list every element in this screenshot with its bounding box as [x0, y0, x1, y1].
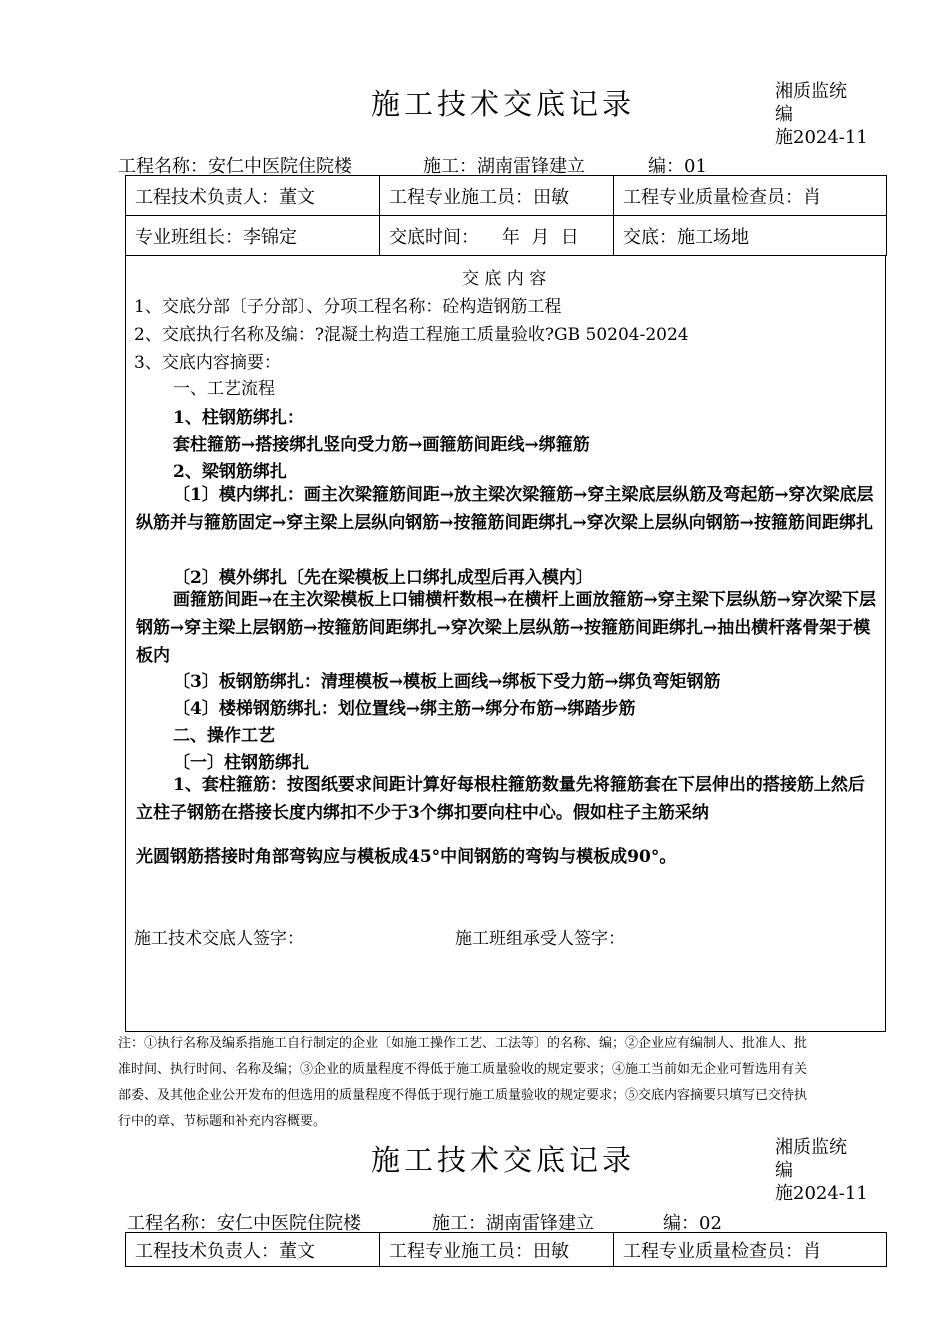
project-name: 工程名称：安仁中医院住院楼 — [118, 156, 352, 177]
form-code-line: 湘质监统 — [775, 81, 847, 102]
builder-name: 施工：湖南雷锋建立 — [432, 1213, 594, 1234]
column-operation-paragraph: 1、套柱箍筋：按图纸要求间距计算好每根柱箍筋数量先将箍筋套在下层伸出的搭接筋上然后立柱子钢筋在搭接长度内绑扣不少于3个绑扣要向柱中心。假如柱子主筋采纳 — [136, 775, 865, 823]
team-lead-cell: 专业班组长：李锦定 — [126, 216, 380, 256]
slab-line: 〔3〕板钢筋绑扎：清理模板→模板上画线→绑板下受力筋→绑负弯矩钢筋 — [173, 672, 721, 692]
beam-outside-paragraph: 画箍筋间距→在主次梁模板上口铺横杆数根→在横杆上画放箍筋→穿主梁下层纵筋→穿次梁下层钢筋→穿主梁上层钢筋→按箍筋间距绑扎→穿次梁上层纵筋→按箍筋间距绑扎→抽出横杆落骨架于模板内 — [136, 590, 876, 666]
disclosure-signature-label: 施工技术交底人签字： — [134, 929, 304, 949]
footnote — [118, 1031, 888, 1135]
page-title: 施工技术交底记录 — [371, 1143, 636, 1177]
beam-title: 2、梁钢筋绑扎 — [173, 462, 287, 482]
form-code-line: 施2024-11 — [775, 127, 868, 148]
section-2-heading: 二、操作工艺 — [173, 726, 275, 746]
footnote-line: 注：①执行名称及编系指施工自行制定的企业〔如施工操作工艺、工法等〕的名称、编；②企业应有编制人、批准人、批 — [118, 1036, 808, 1051]
form-code-line: 湘质监统 — [775, 1137, 847, 1158]
constructor-cell: 工程专业施工员：田敏 — [380, 1233, 614, 1267]
form-code — [775, 1136, 875, 1204]
footnote-line: 准时间、执行时间、名称及编；③企业的质量程度不得低于施工质量验收的规定要求；④施工当前如无企业可暂选用有关 — [118, 1062, 808, 1077]
place-cell: 交底：施工场地 — [614, 216, 887, 256]
info-table — [125, 175, 887, 256]
record-number: 编：01 — [648, 156, 707, 177]
item-2: 2、交底执行名称及编：?混凝土构造工程施工质量验收?GB 50204-2024 — [134, 325, 689, 345]
form-code-line: 编 — [775, 1160, 793, 1181]
stair-line: 〔4〕楼梯钢筋绑扎：划位置线→绑主筋→绑分布筋→绑踏步筋 — [173, 699, 636, 719]
footnote-line: 行中的章、节标题和补充内容概要。 — [118, 1114, 327, 1129]
record-number: 编：02 — [663, 1213, 722, 1234]
column-operation-paragraph-end: 光圆钢筋搭接时角部弯钩应与模板成45°中间钢筋的弯钩与模板成90°。 — [136, 847, 677, 867]
time-cell: 交底时间： 年 月 日 — [380, 216, 614, 256]
column-title: 1、柱钢筋绑扎： — [173, 408, 304, 428]
beam-inside-paragraph: 〔1〕模内绑扎：画主次梁箍筋间距→放主梁次梁箍筋→穿主梁底层纵筋及弯起筋→穿次梁底层纵筋并与箍筋固定→穿主梁上层纵向钢筋→按箍筋间距绑扎→穿次梁上层纵向钢筋→按箍筋间距绑扎 — [136, 485, 874, 533]
tech-lead-cell: 工程技术负责人：董文 — [126, 1233, 380, 1267]
form-code-line: 施2024-11 — [775, 1183, 868, 1204]
column-flow: 套柱箍筋→搭接绑扎竖向受力筋→画箍筋间距线→绑箍筋 — [173, 435, 590, 455]
builder-name: 施工：湖南雷锋建立 — [423, 156, 585, 177]
project-name: 工程名称：安仁中医院住院楼 — [127, 1213, 361, 1234]
receiver-signature-label: 施工班组承受人签字： — [455, 929, 625, 949]
subsection-1-heading: 〔一〕柱钢筋绑扎 — [173, 753, 309, 773]
inspector-cell: 工程专业质量检查员：肖 — [614, 1233, 887, 1267]
form-code-line: 编 — [775, 104, 793, 125]
tech-lead-cell: 工程技术负责人：董文 — [126, 176, 380, 216]
beam-outside-heading: 〔2〕模外绑扎〔先在梁模板上口绑扎成型后再入模内〕 — [173, 568, 593, 588]
constructor-cell: 工程专业施工员：田敏 — [380, 176, 614, 216]
page-title: 施工技术交底记录 — [371, 87, 636, 121]
item-1: 1、交底分部〔子分部〕、分项工程名称：砼构造钢筋工程 — [134, 297, 562, 317]
info-table — [125, 1232, 887, 1267]
form-code — [775, 80, 875, 148]
section-1-heading: 一、工艺流程 — [173, 379, 275, 399]
inspector-cell: 工程专业质量检查员：肖 — [614, 176, 887, 216]
footnote-line: 部委、及其他企业公开发布的但选用的质量程度不得低于现行施工质量验收的规定要求；⑤交底内容摘要只填写已交待执 — [118, 1088, 808, 1103]
content-heading: 交 底 内 容 — [462, 269, 547, 289]
item-3: 3、交底内容摘要： — [134, 353, 281, 373]
